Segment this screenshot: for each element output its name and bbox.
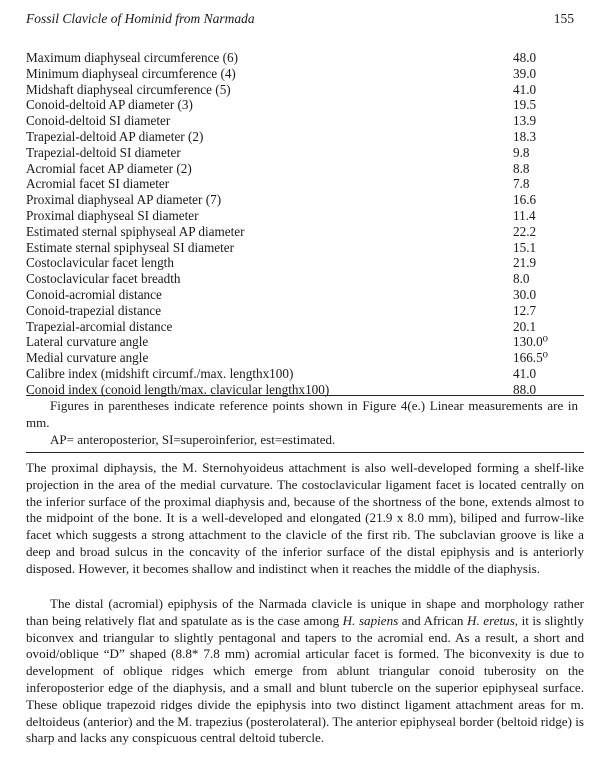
measurement-row <box>26 334 574 350</box>
measurement-label: Calibre index (midshift circumf./max. lengthx100) <box>26 365 294 381</box>
measurement-value: 41.0 <box>513 81 537 97</box>
measurement-row <box>26 82 574 98</box>
measurement-label: Estimated sternal spiphyseal AP diameter <box>26 223 245 239</box>
measurement-value: 41.0 <box>513 365 537 381</box>
measurement-value: 7.8 <box>513 176 530 192</box>
measurement-row <box>26 366 574 382</box>
measurement-row <box>26 66 574 82</box>
page-number: 155 <box>553 11 574 26</box>
measurement-label: Costoclavicular facet breadth <box>26 271 181 287</box>
measurement-value: 15.1 <box>513 239 537 255</box>
measurement-row <box>26 287 574 303</box>
measurement-value: 9.8 <box>513 144 530 160</box>
measurement-row <box>26 97 574 113</box>
measurement-label: Acromial facet AP diameter (2) <box>26 160 192 176</box>
measurement-row <box>26 303 574 319</box>
measurement-label: Estimate sternal spiphyseal SI diameter <box>26 239 235 255</box>
measurement-label: Conoid-deltoid SI diameter <box>26 113 171 129</box>
measurement-value: 166.5⁰ <box>513 350 548 366</box>
measurement-label: Medial curvature angle <box>26 350 149 366</box>
species-name: H. eretus <box>467 612 515 628</box>
measurement-label: Maximum diaphyseal circumference (6) <box>26 50 239 65</box>
measurement-label: Conoid index (conoid length/max. clavicular lengthx100) <box>26 381 330 397</box>
measurement-row <box>26 113 574 129</box>
measurement-row <box>26 192 574 208</box>
measurement-row <box>26 255 574 271</box>
measurement-value: 19.5 <box>513 97 537 113</box>
measurement-label: Proximal diaphyseal SI diameter <box>26 207 199 223</box>
measurement-value: 8.8 <box>513 160 530 176</box>
measurement-label: Trapezial-arcomial distance <box>26 318 173 334</box>
measurement-row <box>26 240 574 256</box>
running-head <box>26 11 574 29</box>
measurement-row <box>26 208 574 224</box>
table-rule-bottom <box>26 452 584 453</box>
measurement-value: 12.7 <box>513 302 537 318</box>
measurement-value: 16.6 <box>513 192 537 208</box>
measurement-value: 22.2 <box>513 223 537 239</box>
measurement-row <box>26 350 574 366</box>
measurement-value: 30.0 <box>513 286 537 302</box>
measurement-row <box>26 129 574 145</box>
measurement-value: 39.0 <box>513 65 537 81</box>
table-abbreviations: AP= anteroposterior, SI=superoinferior, est=estimated. <box>50 432 336 447</box>
measurement-label: Midshaft diaphyseal circumference (5) <box>26 81 231 97</box>
measurement-row <box>26 50 574 66</box>
measurement-row <box>26 319 574 335</box>
measurement-label: Proximal diaphyseal AP diameter (7) <box>26 192 222 208</box>
body-paragraph-1: The proximal diphaysis, the M. Sternohyoideus attachment is also well-developed forming a shelf-like projection in the area of the medial curvature. The costoclavicular ligament facet is located centrally on the inferior surface of the proximal diaphysis and, because of the shortness of the bone, extends almost to the midpoint of the bone. It is a well-developed and elongated (21.9 x 8.0 mm), biliped and furrow-like facet which suggests a strong attachment to the clavicle of the first rib. The subclavian groove is like a deep and broad sulcus in the concavity of the inferior surface of the distal epiphysis and is anteriorly disposed. However, it becomes shallow and indistinct when it reaches the middle of the diaphysis. <box>26 460 584 576</box>
measurement-label: Conoid-deltoid AP diameter (3) <box>26 97 193 113</box>
measurement-value: 130.0⁰ <box>513 334 548 350</box>
measurement-row <box>26 161 574 177</box>
table-rule-top <box>26 395 584 396</box>
measurement-value: 21.9 <box>513 255 537 271</box>
species-name: H. sapiens <box>342 612 399 628</box>
table-note: Figures in parentheses indicate reference points shown in Figure 4(e.) Linear measurements are in mm. <box>26 398 578 430</box>
paragraph-text: and African <box>398 612 468 628</box>
measurement-row <box>26 176 574 192</box>
measurement-value: 48.0 <box>513 50 537 65</box>
paragraph-text: , it is slightly biconvex and triangular to slightly pentagonal and tapers to the acromial end. As a result, a short and ovoid/oblique “D” shaped (8.8* 7.8 mm) acromial articular facet is formed. The biconvexity is due to development of oblique ridges which emerge from ablunt triangular conoid tuberosity on the inferoposterior edge of the diaphysis, and a small and blunt tubercle on the superior epiphyseal surface. These oblique trapezoid ridges divide the epiphysis into two distinct ligament attachment areas for m. deltoideus (anterior) and the M. trapezius (posterolateral). The anterior epiphyseal border (beltoid ridge) is sharp and lacks any conspicuous central deltoid tubercle. <box>26 612 584 746</box>
body-paragraph-2 <box>26 596 584 747</box>
measurement-value: 11.4 <box>513 207 536 223</box>
measurement-label: Minimum diaphyseal circumference (4) <box>26 65 236 81</box>
measurement-label: Trapezial-deltoid SI diameter <box>26 144 181 160</box>
measurement-label: Acromial facet SI diameter <box>26 176 170 192</box>
running-title: Fossil Clavicle of Hominid from Narmada <box>26 11 255 26</box>
measurements-table <box>26 50 574 398</box>
paragraph-text: The distal (acromial) epiphysis of the Narmada clavicle is unique in shape and morphology rather than being relatively flat and spatulate as is the case among <box>26 596 584 628</box>
measurement-value: 8.0 <box>513 271 530 287</box>
measurement-label: Costoclavicular facet length <box>26 255 174 271</box>
measurement-label: Lateral curvature angle <box>26 334 149 350</box>
measurement-label: Trapezial-deltoid AP diameter (2) <box>26 128 204 144</box>
measurement-value: 18.3 <box>513 128 537 144</box>
measurement-row <box>26 224 574 240</box>
measurement-row <box>26 271 574 287</box>
measurement-value: 13.9 <box>513 113 537 129</box>
measurement-value: 88.0 <box>513 381 537 397</box>
measurement-row <box>26 145 574 161</box>
measurement-label: Conoid-acromial distance <box>26 286 162 302</box>
measurement-value: 20.1 <box>513 318 537 334</box>
measurement-label: Conoid-trapezial distance <box>26 302 162 318</box>
